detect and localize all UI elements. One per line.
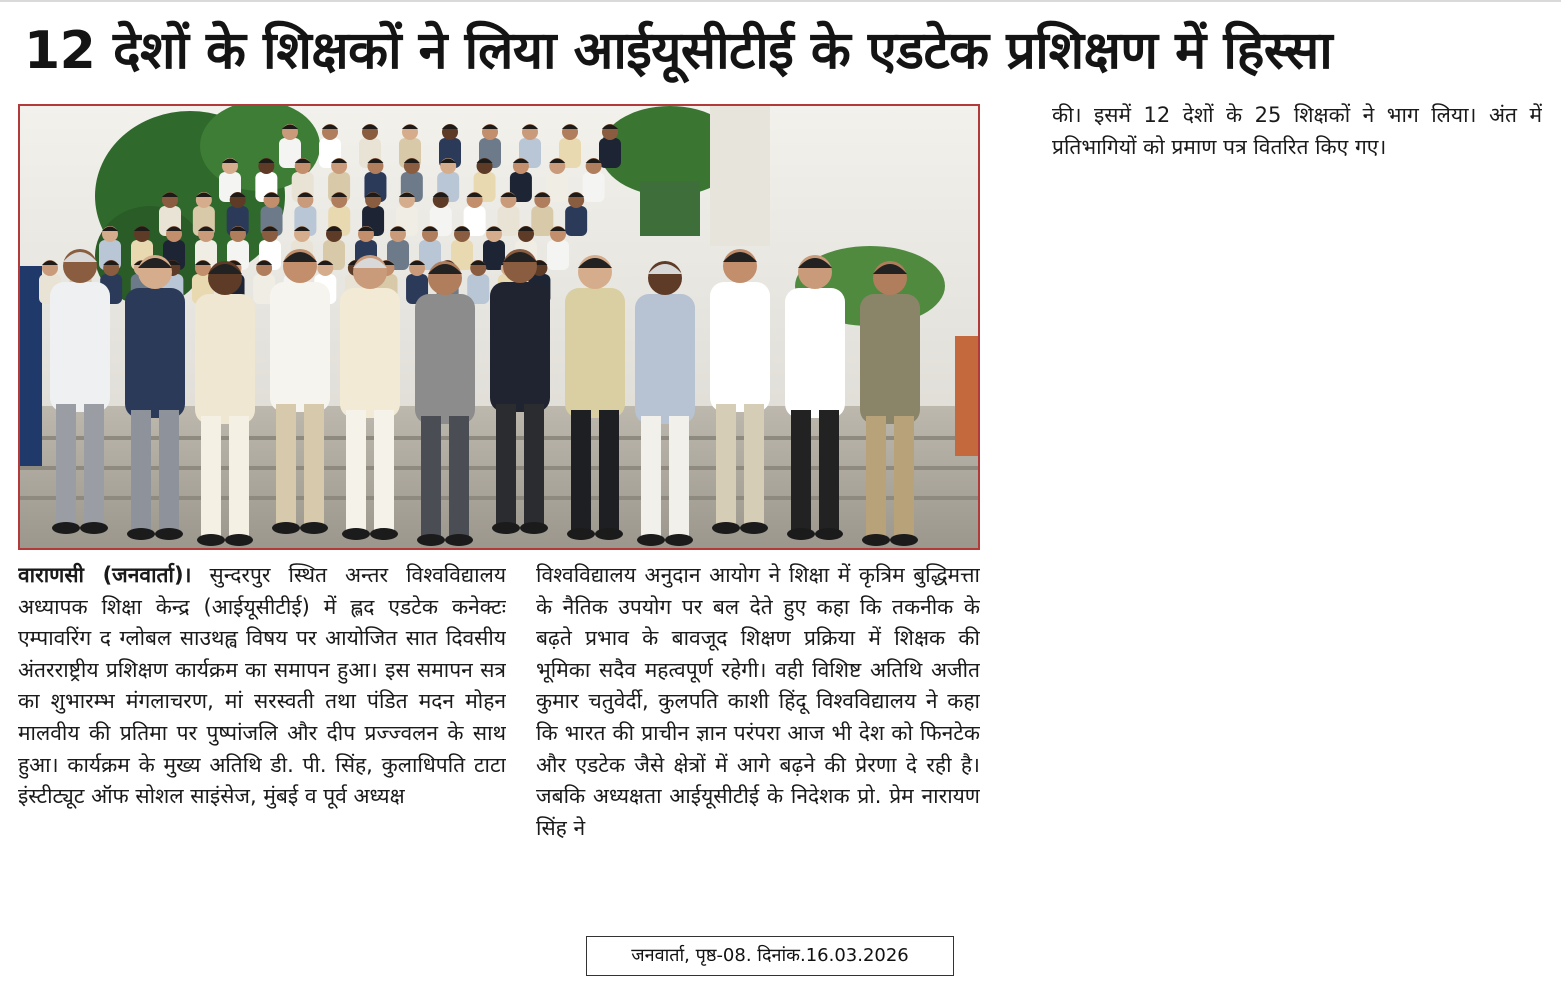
back-row-person (451, 226, 473, 270)
dateline: वाराणसी (जनवार्ता)। (18, 563, 192, 587)
article-column-2 (536, 560, 980, 930)
back-row-person (483, 226, 505, 270)
headline: 12 देशों के शिक्षकों ने लिया आईयूसीटीई के एडटेक प्रशिक्षण में हिस्सा (24, 21, 1333, 81)
back-row-person (565, 192, 587, 236)
article-column-3 (1052, 100, 1542, 180)
back-row-person (547, 226, 569, 270)
article-column-1 (18, 560, 506, 930)
back-row-person (497, 192, 519, 236)
back-row-person (531, 192, 553, 236)
back-row-person (583, 158, 605, 202)
column-3-text: की। इसमें 12 देशों के 25 शिक्षकों ने भाग लिया। अंत में प्रतिभागियों को प्रमाण पत्र वितरित किए गए। (1052, 103, 1542, 159)
back-row-person (599, 124, 621, 168)
group-photo-illustration (20, 106, 978, 548)
column-2-text: विश्वविद्यालय अनुदान आयोग ने शिक्षा में कृत्रिम बुद्धिमत्ता के नैतिक उपयोग पर बल देते हुए कहा कि तकनीक के बढ़ते प्रभाव के बावजूद शिक्षण प्रक्रिया में शिक्षक की भूमिका सदैव महत्वपूर्ण रहेगी। वही विशिष्ट अतिथि अजीत कुमार चतुवेर्दी, कुलपति काशी हिंदू विश्वविद्यालय ने कहा कि भारत की प्राचीन ज्ञान परंपरा आज भी देश को फिनटेक और एडटेक जैसे क्षेत्रों में आगे बढ़ने की प्रेरणा दे रही है। जबकि अध्यक्षता आईयूसीटीई के निदेशक प्रो. प्रेम नारायण सिंह ने (536, 563, 980, 840)
back-row-person (546, 158, 568, 202)
group-photo (18, 104, 980, 550)
source-citation: जनवार्ता, पृष्ठ-08. दिनांक.16.03.2026 (586, 936, 954, 976)
top-rule (0, 0, 1561, 2)
column-1-text: सुन्दरपुर स्थित अन्तर विश्वविद्यालय अध्यापक शिक्षा केन्द्र (आईयूसीटीई) में ह्लद एडटेक कनेक्टः एम्पावरिंग द ग्लोबल साउथह्व विषय पर आयोजित सात दिवसीय अंतरराष्ट्रीय प्रशिक्षण कार्यक्रम का समापन हुआ। इस समापन सत्र का शुभारम्भ मंगलाचरण, मां सरस्वती तथा पंडित मदन मोहन मालवीय की प्रतिमा पर पुष्पांजलि और दीप प्रज्ज्वलन के साथ हुआ। कार्यक्रम के मुख्य अतिथि डी. पी. सिंह, कुलाधिपति टाटा इंस्टीट्यूट ऑफ सोशल साइंसेज, मुंबई व पूर्व अध्यक्ष (18, 563, 506, 809)
back-row-person (467, 260, 489, 304)
